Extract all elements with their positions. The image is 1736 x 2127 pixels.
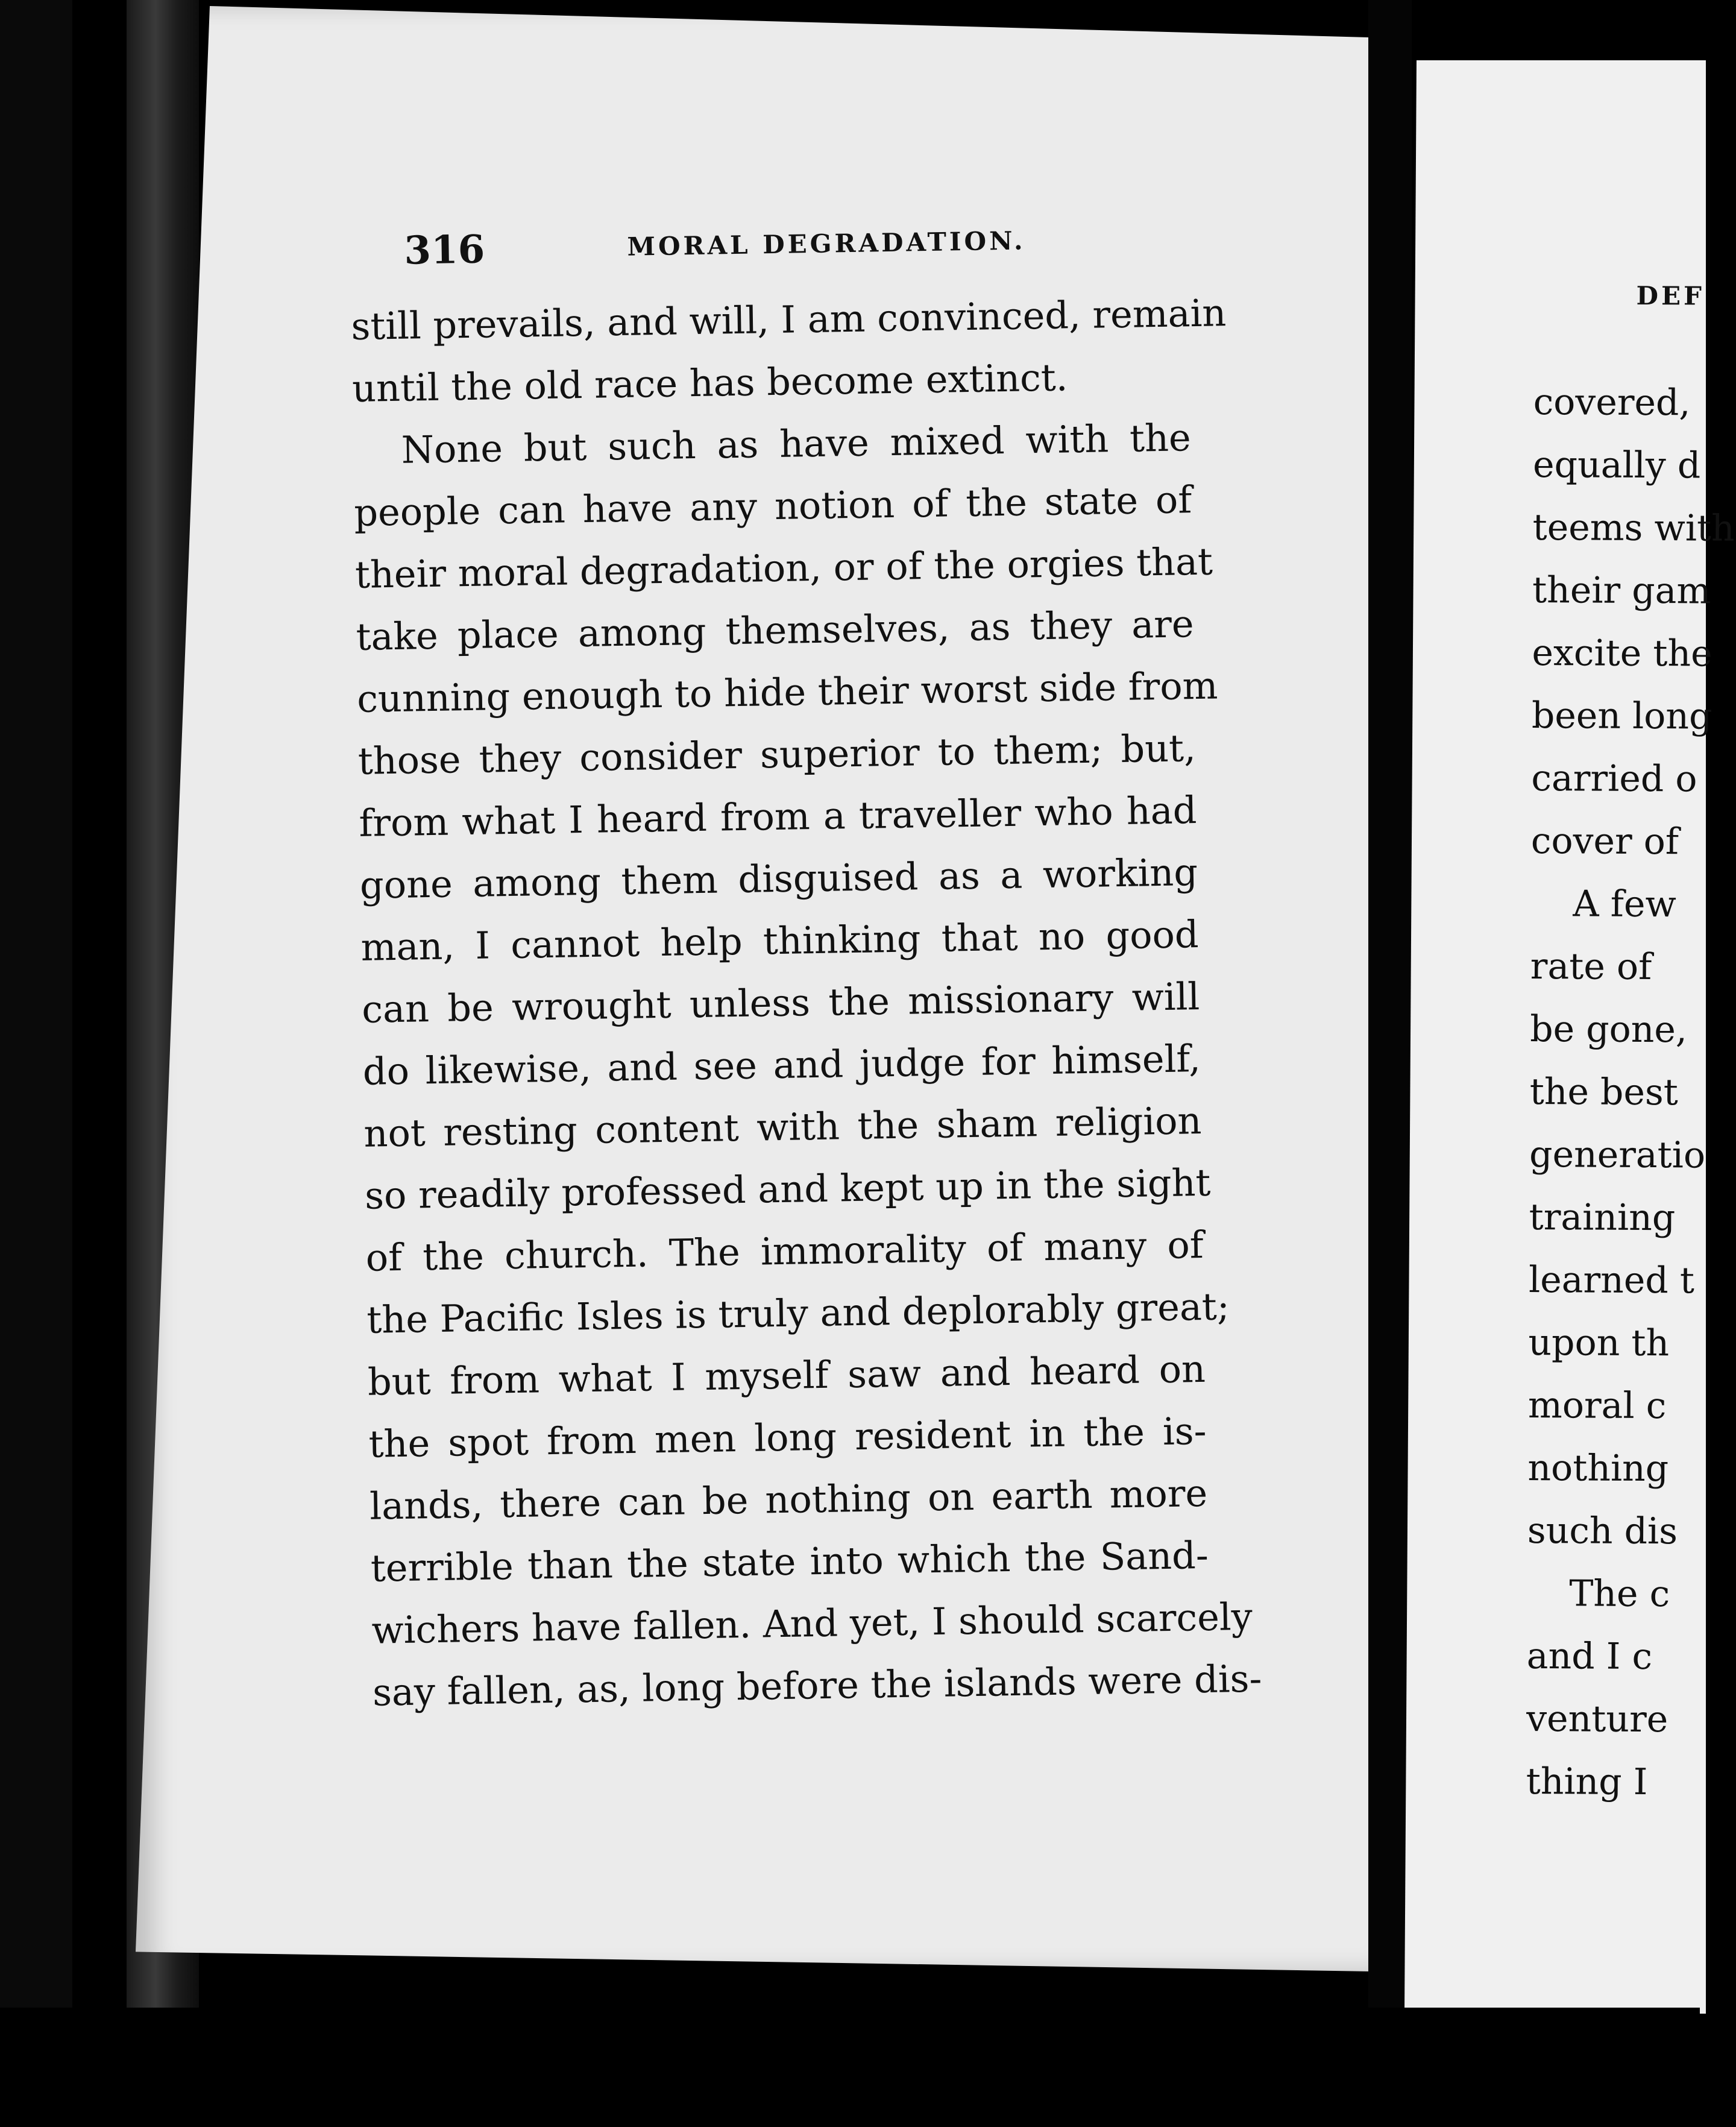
text-line: thing I	[1526, 1760, 1648, 1804]
text-line: generatio	[1529, 1133, 1706, 1177]
text-line: carried o	[1531, 757, 1697, 801]
text-line: from what I heard from a traveller who had	[358, 788, 1197, 845]
text-line: those they consider superior to them; but,	[357, 726, 1197, 783]
text-line: equally d	[1532, 443, 1701, 487]
text-line: until the old race has become extinct.	[351, 355, 1068, 411]
text-line: can be wrought unless the missionary will	[361, 974, 1200, 1032]
text-line: their gam	[1532, 569, 1711, 613]
text-line: the Pacific Isles is truly and deplorably great;	[366, 1284, 1230, 1342]
text-line: terrible than the state into which the Sand-	[370, 1533, 1209, 1590]
text-line: lands, there can be nothing on earth more	[369, 1470, 1208, 1528]
text-line: excite the	[1532, 631, 1712, 675]
text-line: moral c	[1527, 1384, 1667, 1428]
text-line: and I c	[1526, 1634, 1653, 1678]
scan-left-margin	[0, 0, 72, 2127]
text-line: nothing	[1527, 1446, 1669, 1490]
text-line: so readily professed and kept up in the sight	[364, 1160, 1211, 1218]
text-line: such dis	[1527, 1509, 1678, 1553]
text-line: still prevails, and will, I am convinced, remain	[350, 291, 1227, 348]
text-line: the best	[1529, 1070, 1679, 1114]
text-line: The c	[1569, 1572, 1670, 1616]
text-line: take place among themselves, as they are	[356, 602, 1195, 659]
text-line: A few	[1573, 883, 1676, 926]
text-line: learned t	[1528, 1258, 1695, 1302]
right-running-head: DEF	[1636, 280, 1705, 311]
text-line: training	[1529, 1196, 1676, 1240]
right-text-lines	[1526, 371, 1735, 1814]
text-line: be gone,	[1530, 1007, 1688, 1051]
text-line: wichers have fallen. And yet, I should scarcely	[371, 1594, 1253, 1653]
text-line: None but such as have mixed with the	[401, 415, 1192, 472]
left-page-text	[350, 215, 1262, 1724]
text-line: not resting content with the sham religion	[363, 1098, 1202, 1156]
text-line: people can have any notion of the state of	[353, 477, 1192, 535]
text-line: man, I cannot help thinking that no good	[360, 912, 1200, 969]
text-line: cover of	[1530, 819, 1679, 863]
scan-bottom-margin	[0, 2008, 1700, 2127]
page-number: 316	[403, 227, 485, 274]
text-line: do likewise, and see and judge for himself,	[362, 1036, 1201, 1094]
text-line: the spot from men long resident in the is-	[368, 1408, 1207, 1466]
text-line: venture	[1526, 1697, 1668, 1741]
text-line: rate of	[1530, 945, 1652, 989]
running-head: MORAL DEGRADATION.	[627, 225, 1026, 262]
page-gutter	[1368, 0, 1412, 2127]
text-line: but from what I myself saw and heard on	[367, 1346, 1206, 1404]
text-line: covered,	[1533, 380, 1691, 424]
text-line: upon th	[1528, 1321, 1670, 1365]
text-line: teems with	[1532, 506, 1735, 550]
page-header	[350, 215, 1237, 295]
text-line: their moral degradation, or of the orgies that	[354, 539, 1213, 597]
text-line: say fallen, as, long before the islands were dis-	[372, 1656, 1262, 1715]
text-line: of the church. The immorality of many of	[365, 1222, 1204, 1280]
text-line: been long	[1531, 694, 1712, 738]
text-line: cunning enough to hide their worst side from	[356, 663, 1218, 721]
text-line: gone among them disguised as a working	[359, 850, 1198, 907]
